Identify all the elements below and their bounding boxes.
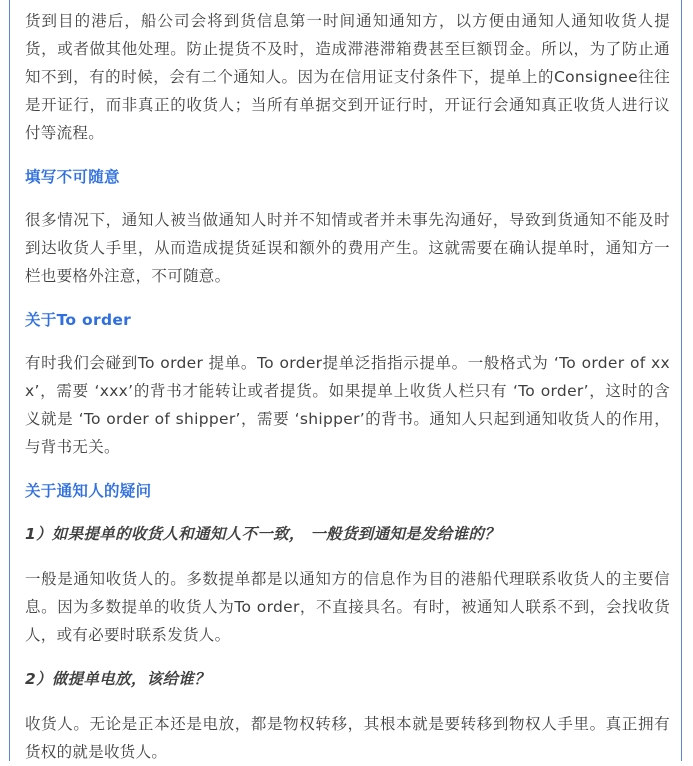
question-1: 1）如果提单的收货人和通知人不一致， 一般货到通知是发给谁的？ <box>25 525 500 543</box>
paragraph-fill-carefully: 很多情况下，通知人被当做通知人时并不知情或者并未事先沟通好，导致到货通知不能及时到达收货人手里，从而造成提货延误和额外的费用产生。这就需要在确认提单时，通知方一栏也要格外注意，不可随意。 <box>25 211 670 285</box>
paragraph-to-order: 有时我们会碰到To order 提单。To order提单泛指指示提单。一般格式为 ‘To order of xxx’，需要 ‘xxx’的背书才能转让或者提货。如果提单上收货人栏只有 ‘To order’，这时的含义就是 ‘To order of shipper’，需要 ‘shipper’的背书。通知人只起到通知收货人的作用，与背书无关。 <box>25 354 670 456</box>
answer-2: 收货人。无论是正本还是电放，都是物权转移，其根本就是要转移到物权人手里。真正拥有货权的就是收货人。 <box>25 715 670 761</box>
article-body <box>25 7 670 766</box>
paragraph-notify-party-role: 货到目的港后，船公司会将到货信息第一时间通知通知方，以方便由通知人通知收货人提货，或者做其他处理。防止提货不及时，造成滞港滞箱费甚至巨额罚金。所以，为了防止通知不到，有的时候，会有二个通知人。因为在信用证支付条件下，提单上的Consignee往往是开证行，而非真正的收货人；当所有单据交到开证行时，开证行会通知真正收货人进行议付等流程。 <box>25 12 670 142</box>
section-heading-notify-questions: 关于通知人的疑问 <box>25 482 152 500</box>
answer-1: 一般是通知收货人的。多数提单都是以通知方的信息作为目的港船代理联系收货人的主要信息。因为多数提单的收货人为To order，不直接具名。有时，被通知人联系不到，会找收货人，或有必要时联系发货人。 <box>25 570 670 644</box>
section-heading-fill-carefully: 填写不可随意 <box>25 168 120 186</box>
section-heading-to-order: 关于To order <box>25 311 132 329</box>
question-2: 2）做提单电放，该给谁？ <box>25 670 210 688</box>
